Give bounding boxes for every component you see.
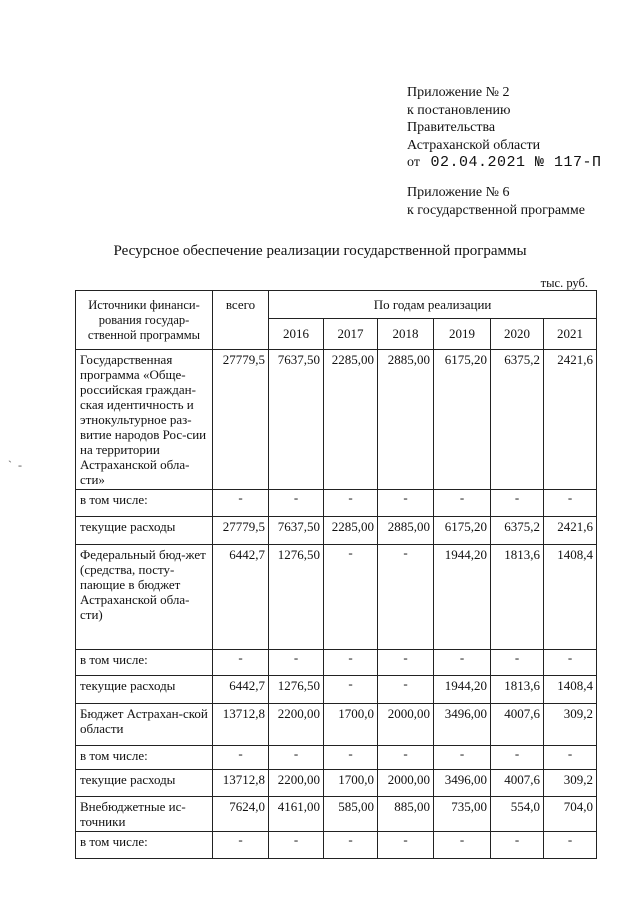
row-source-name: в том числе: bbox=[76, 832, 213, 859]
approval-header bbox=[407, 84, 601, 172]
col-header-year: 2021 bbox=[544, 319, 597, 350]
cell-total: - bbox=[213, 832, 269, 859]
col-header-years-group: По годам реализации bbox=[269, 291, 597, 319]
table-row bbox=[76, 490, 597, 517]
cell-year-value: 1944,20 bbox=[434, 676, 491, 704]
cell-year-value: 735,00 bbox=[434, 797, 491, 832]
cell-year-value: - bbox=[491, 650, 544, 676]
cell-year-value: - bbox=[434, 650, 491, 676]
cell-year-value: - bbox=[269, 746, 324, 770]
cell-year-value: 1700,0 bbox=[324, 704, 378, 746]
cell-year-value: 6375,2 bbox=[491, 350, 544, 490]
cell-total: 7624,0 bbox=[213, 797, 269, 832]
cell-year-value: 2885,00 bbox=[378, 350, 434, 490]
table-row bbox=[76, 746, 597, 770]
cell-year-value: - bbox=[378, 650, 434, 676]
cell-year-value: - bbox=[378, 545, 434, 650]
cell-year-value: - bbox=[544, 832, 597, 859]
table-body bbox=[76, 350, 597, 859]
cell-total: 6442,7 bbox=[213, 676, 269, 704]
cell-year-value: 4007,6 bbox=[491, 704, 544, 746]
cell-year-value: 1408,4 bbox=[544, 545, 597, 650]
document-title: Ресурсное обеспечение реализации государственной программы bbox=[113, 243, 527, 259]
table-row bbox=[76, 350, 597, 490]
cell-year-value: - bbox=[544, 650, 597, 676]
cell-year-value: - bbox=[491, 746, 544, 770]
row-source-name: текущие расходы bbox=[76, 676, 213, 704]
cell-year-value: 6375,2 bbox=[491, 517, 544, 545]
cell-year-value: - bbox=[491, 490, 544, 517]
cell-year-value: 585,00 bbox=[324, 797, 378, 832]
row-source-name: Государственная программа «Обще-российская граждан-ская идентичность и этнокультурное раз-витие народов Рос-сии на территории Астраханской обла-сти» bbox=[76, 350, 213, 490]
header-line: Приложение № 2 bbox=[407, 85, 510, 100]
row-source-name: текущие расходы bbox=[76, 517, 213, 545]
table-row bbox=[76, 704, 597, 746]
cell-year-value: 2421,6 bbox=[544, 350, 597, 490]
cell-year-value: 704,0 bbox=[544, 797, 597, 832]
cell-year-value: - bbox=[544, 746, 597, 770]
resource-table bbox=[75, 290, 597, 859]
col-header-year: 2020 bbox=[491, 319, 544, 350]
row-source-name: в том числе: bbox=[76, 650, 213, 676]
appendix-line: к государственной программе bbox=[407, 202, 585, 218]
cell-year-value: 4007,6 bbox=[491, 770, 544, 797]
cell-total: 27779,5 bbox=[213, 517, 269, 545]
units-label: тыс. руб. bbox=[540, 276, 588, 290]
cell-year-value: - bbox=[324, 545, 378, 650]
cell-year-value: 2421,6 bbox=[544, 517, 597, 545]
cell-year-value: 2000,00 bbox=[378, 770, 434, 797]
appendix-header bbox=[407, 184, 585, 219]
cell-year-value: - bbox=[378, 490, 434, 517]
cell-year-value: 7637,50 bbox=[269, 350, 324, 490]
row-source-name: в том числе: bbox=[76, 746, 213, 770]
col-header-source: Источники финанси-рования государ-ственной программы bbox=[76, 291, 213, 350]
table-row bbox=[76, 770, 597, 797]
cell-year-value: 1408,4 bbox=[544, 676, 597, 704]
col-header-year: 2018 bbox=[378, 319, 434, 350]
cell-total: 13712,8 bbox=[213, 770, 269, 797]
cell-year-value: - bbox=[378, 676, 434, 704]
cell-year-value: - bbox=[269, 832, 324, 859]
cell-year-value: 2285,00 bbox=[324, 350, 378, 490]
cell-year-value: 3496,00 bbox=[434, 770, 491, 797]
cell-year-value: 1700,0 bbox=[324, 770, 378, 797]
cell-year-value: 1813,6 bbox=[491, 545, 544, 650]
cell-year-value: - bbox=[324, 832, 378, 859]
cell-year-value: 1276,50 bbox=[269, 545, 324, 650]
row-source-name: Внебюджетные ис-точники bbox=[76, 797, 213, 832]
row-source-name: Федеральный бюд-жет (средства, посту-пающие в бюджет Астраханской обла-сти) bbox=[76, 545, 213, 650]
cell-year-value: - bbox=[491, 832, 544, 859]
col-header-total: всего bbox=[213, 291, 269, 350]
col-header-year: 2017 bbox=[324, 319, 378, 350]
cell-year-value: - bbox=[324, 490, 378, 517]
cell-total: 6442,7 bbox=[213, 545, 269, 650]
header-line: к постановлению bbox=[407, 102, 511, 118]
cell-year-value: 6175,20 bbox=[434, 517, 491, 545]
cell-year-value: - bbox=[434, 746, 491, 770]
decree-date-line bbox=[407, 154, 601, 172]
date-prefix: от bbox=[407, 155, 420, 170]
cell-year-value: 2200,00 bbox=[269, 770, 324, 797]
cell-year-value: 1276,50 bbox=[269, 676, 324, 704]
table-row bbox=[76, 797, 597, 832]
cell-year-value: 1944,20 bbox=[434, 545, 491, 650]
cell-year-value: 4161,00 bbox=[269, 797, 324, 832]
table-row bbox=[76, 676, 597, 704]
table-row bbox=[76, 545, 597, 650]
cell-total: - bbox=[213, 746, 269, 770]
appendix-line: Приложение № 6 bbox=[407, 185, 510, 200]
table-row bbox=[76, 650, 597, 676]
col-header-year: 2016 bbox=[269, 319, 324, 350]
cell-year-value: 2885,00 bbox=[378, 517, 434, 545]
cell-year-value: - bbox=[378, 832, 434, 859]
cell-year-value: 2285,00 bbox=[324, 517, 378, 545]
cell-total: - bbox=[213, 650, 269, 676]
row-source-name: в том числе: bbox=[76, 490, 213, 517]
cell-year-value: - bbox=[378, 746, 434, 770]
cell-year-value: 309,2 bbox=[544, 770, 597, 797]
cell-year-value: - bbox=[269, 650, 324, 676]
cell-year-value: 2000,00 bbox=[378, 704, 434, 746]
cell-year-value: 6175,20 bbox=[434, 350, 491, 490]
table-row bbox=[76, 517, 597, 545]
cell-year-value: - bbox=[324, 650, 378, 676]
cell-year-value: - bbox=[269, 490, 324, 517]
cell-year-value: - bbox=[324, 676, 378, 704]
cell-year-value: 309,2 bbox=[544, 704, 597, 746]
cell-year-value: 7637,50 bbox=[269, 517, 324, 545]
table-row bbox=[76, 832, 597, 859]
cell-year-value: - bbox=[324, 746, 378, 770]
decree-date-number: 02.04.2021 № 117-П bbox=[430, 154, 602, 171]
row-source-name: Бюджет Астрахан-ской области bbox=[76, 704, 213, 746]
cell-year-value: - bbox=[434, 490, 491, 517]
cell-year-value: 1813,6 bbox=[491, 676, 544, 704]
row-source-name: текущие расходы bbox=[76, 770, 213, 797]
header-line: Правительства bbox=[407, 120, 496, 135]
cell-total: 27779,5 bbox=[213, 350, 269, 490]
cell-total: - bbox=[213, 490, 269, 517]
cell-year-value: 3496,00 bbox=[434, 704, 491, 746]
margin-mark: ` - bbox=[8, 458, 22, 472]
header-line: Астраханской области bbox=[407, 137, 541, 153]
cell-year-value: 554,0 bbox=[491, 797, 544, 832]
cell-total: 13712,8 bbox=[213, 704, 269, 746]
col-header-year: 2019 bbox=[434, 319, 491, 350]
cell-year-value: 885,00 bbox=[378, 797, 434, 832]
cell-year-value: - bbox=[544, 490, 597, 517]
cell-year-value: 2200,00 bbox=[269, 704, 324, 746]
cell-year-value: - bbox=[434, 832, 491, 859]
